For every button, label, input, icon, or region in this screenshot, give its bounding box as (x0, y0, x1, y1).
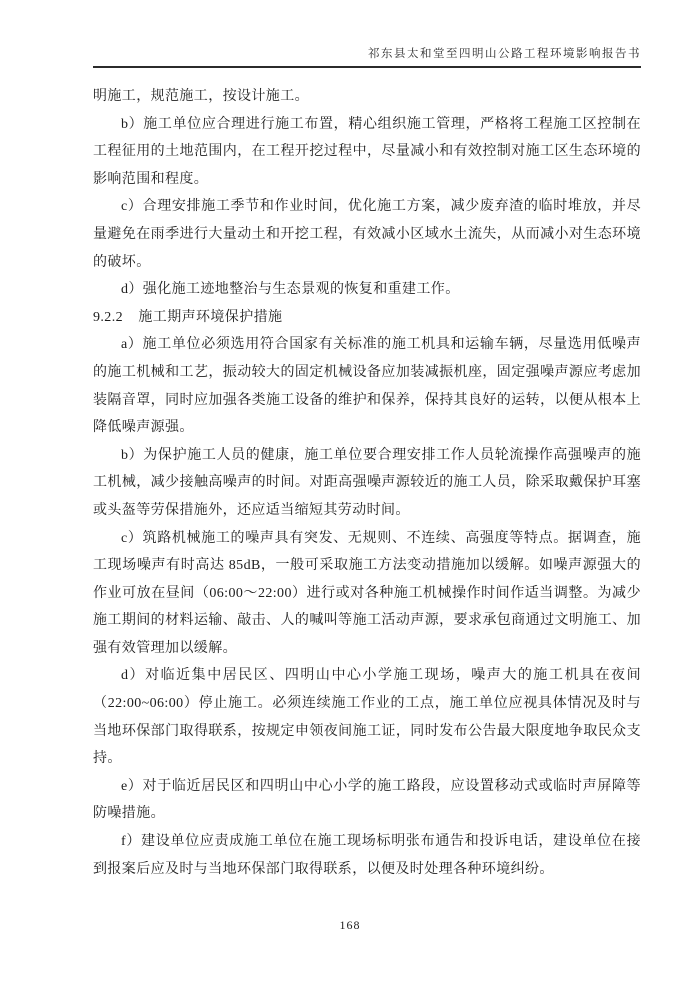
paragraph-noise-b: b）为保护施工人员的健康，施工单位要合理安排工作人员轮流操作高强噪声的施工机械，减少接触高噪声的时间。对距高强噪声源较近的施工人员，除采取戴保护耳塞或头盔等劳保措施外，还应适当缩短其劳动时间。 (93, 447, 641, 518)
running-header-title: 祁东县太和堂至四明山公路工程环境影响报告书 (368, 48, 641, 60)
page-footer (0, 916, 700, 934)
section-number: 9.2.2 (93, 309, 123, 325)
section-heading (93, 304, 641, 332)
paragraph-noise-c: c）筑路机械施工的噪声具有突发、无规则、不连续、高强度等特点。据调查，施工现场噪声有时高达 85dB，一般可采取施工方法变动措施加以缓解。如噪声源强大的作业可放在昼间（06:00～22:00）进行或对各种施工机械操作时间作适当调整。为减少施工期间的材料运输、敲击、人的喊叫等施工活动声源，要求承包商通过文明施工、加强有效管理加以缓解。 (93, 530, 641, 656)
paragraph-noise-a: a）施工单位必须选用符合国家有关标准的施工机具和运输车辆，尽量选用低噪声的施工机械和工艺，振动较大的固定机械设备应加装减振机座，固定强噪声源应考虑加装隔音罩，同时应加强各类施工设备的维护和保养，保持其良好的运转，以便从根本上降低噪声源强。 (93, 337, 641, 436)
document-body (93, 83, 641, 883)
header-rule (93, 66, 641, 68)
paragraph-noise-d: d）对临近集中居民区、四明山中心小学施工现场，噪声大的施工机具在夜间（22:00~06:00）停止施工。必须连续施工作业的工点，施工单位应视具体情况及时与当地环保部门取得联系，按规定申领夜间施工证，同时发布公告最大限度地争取民众支持。 (93, 668, 641, 767)
section-title: 施工期声环境保护措施 (138, 309, 283, 325)
paragraph-noise-f: f）建设单位应责成施工单位在施工现场标明张布通告和投诉电话，建设单位在接到报案后应及时与当地环保部门取得联系，以便及时处理各种环境纠纷。 (93, 834, 641, 877)
paragraph-eco-c: c）合理安排施工季节和作业时间，优化施工方案，减少废弃渣的临时堆放，并尽量避免在雨季进行大量动土和开挖工程，有效减小区域水土流失，从而减小对生态环境的破坏。 (93, 199, 641, 270)
paragraph-continuation: 明施工，规范施工，按设计施工。 (93, 89, 309, 104)
paragraph-eco-d: d）强化施工迹地整治与生态景观的恢复和重建工作。 (121, 282, 460, 298)
page-header (93, 46, 641, 68)
page-number: 168 (339, 918, 361, 932)
paragraph-eco-b: b）施工单位应合理进行施工布置，精心组织施工管理，严格将工程施工区控制在工程征用的土地范围内，在工程开挖过程中，尽量减小和有效控制对施工区生态环境的影响范围和程度。 (93, 116, 641, 187)
paragraph-noise-e: e）对于临近居民区和四明山中心小学的施工路段，应设置移动式或临时声屏障等防噪措施。 (93, 778, 641, 822)
